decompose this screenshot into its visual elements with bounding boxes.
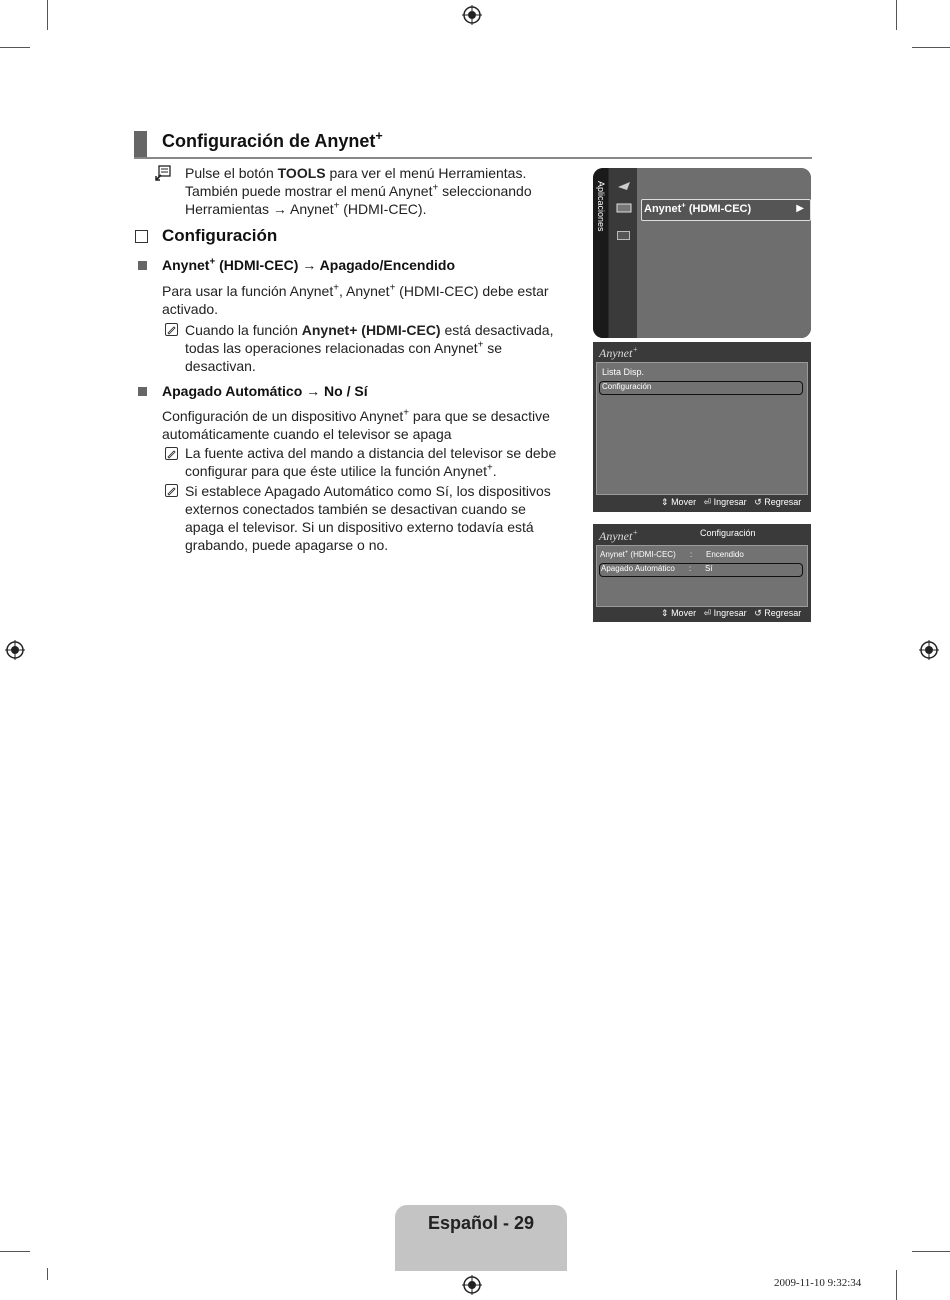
settings-panel: Anynet+ (HDMI-CEC) : Encendido Apagado Automático : Sí — [596, 545, 808, 607]
anynet-logo: Anynet+ — [599, 528, 638, 543]
crop-mark — [912, 1251, 950, 1252]
item1-note: Cuando la función Anynet+ (HDMI-CEC) está desactivada, todas las operaciones relacionadas con Anynet+ se desactivan. — [185, 322, 554, 374]
enter-icon: ⏎ — [703, 497, 712, 507]
device-list-panel — [596, 362, 808, 495]
menu-footer: ⇕ Mover ⏎ Ingresar ↺ Regresar — [661, 497, 802, 507]
anynet-menu-screen — [593, 342, 811, 512]
menu-item-anynet[interactable] — [641, 199, 811, 221]
satellite-icon — [617, 181, 631, 191]
menu-side-label: Aplicaciones — [596, 181, 606, 232]
registration-mark-icon — [919, 640, 939, 660]
list-item[interactable]: Lista Disp. — [602, 367, 645, 377]
section-title — [134, 131, 812, 159]
setting-row-auto-off[interactable]: Apagado Automático : Sí — [599, 563, 803, 577]
note-icon — [165, 323, 178, 336]
menu-footer: ⇕ Mover ⏎ Ingresar ↺ Regresar — [661, 608, 802, 618]
title-bar — [134, 131, 147, 157]
screen-title: Configuración — [700, 528, 756, 538]
arrow-right-icon: ▶ — [796, 203, 804, 214]
list-item-selected[interactable]: Configuración — [599, 381, 803, 395]
menu-item-label: Anynet+ (HDMI-CEC) — [644, 200, 752, 215]
menu-icon-column — [609, 168, 637, 338]
item1-heading: Anynet+ (HDMI-CEC) → Apagado/Encendido — [162, 256, 455, 273]
move-icon: ⇕ — [661, 497, 669, 507]
crop-mark — [912, 47, 950, 48]
checkbox-bullet-icon — [135, 230, 148, 243]
registration-mark-icon — [462, 1275, 482, 1295]
item2-note2: Si establece Apagado Automático como Sí, los dispositivos externos conectados también se desactivan cuando se apaga el televisor. Si un dispositivo externo todavía está grabando, puede apagarse o no. — [185, 483, 551, 553]
item1-paragraph: Para usar la función Anynet+, Anynet+ (HDMI-CEC) debe estar activado. — [162, 282, 549, 317]
registration-mark-icon — [5, 640, 25, 660]
crop-mark — [0, 47, 30, 48]
crop-mark — [47, 1268, 48, 1280]
registration-mark-icon — [462, 5, 482, 25]
return-icon: ↺ — [754, 608, 762, 618]
input-icon — [616, 203, 632, 213]
crop-mark — [0, 1251, 30, 1252]
menu-content-area — [637, 168, 811, 338]
tools-note: Pulse el botón TOOLS para ver el menú Herramientas. También puede mostrar el menú Anynet+ seleccionando Herramientas → Anynet+ (HDMI-CEC). — [185, 165, 532, 217]
move-icon: ⇕ — [661, 608, 669, 618]
page-number: Español - 29 — [427, 1213, 535, 1233]
help-icon — [617, 231, 630, 240]
square-bullet-icon — [138, 261, 147, 270]
crop-mark — [47, 0, 48, 30]
enter-icon: ⏎ — [703, 608, 712, 618]
crop-mark — [896, 1270, 897, 1300]
config-heading: Configuración — [162, 226, 278, 245]
item2-note1: La fuente activa del mando a distancia del televisor se debe configurar para que éste utilice la función Anynet+. — [185, 445, 557, 479]
config-menu-screen — [593, 524, 811, 622]
note-icon — [165, 447, 178, 460]
print-timestamp: 2009-11-10 9:32:34 — [774, 1277, 862, 1289]
anynet-logo: Anynet+ — [599, 345, 638, 360]
tools-icon — [155, 165, 171, 181]
item2-paragraph: Configuración de un dispositivo Anynet+ para que se desactive automáticamente cuando el televisor se apaga — [162, 407, 550, 442]
page-title: Configuración de Anynet+ — [162, 129, 383, 151]
page-number-tab — [395, 1205, 567, 1271]
square-bullet-icon — [138, 387, 147, 396]
tv-menu-screen — [593, 168, 811, 338]
item2-heading: Apagado Automático → No / Sí — [162, 383, 368, 399]
note-icon — [165, 484, 178, 497]
return-icon: ↺ — [754, 497, 762, 507]
crop-mark — [896, 0, 897, 30]
